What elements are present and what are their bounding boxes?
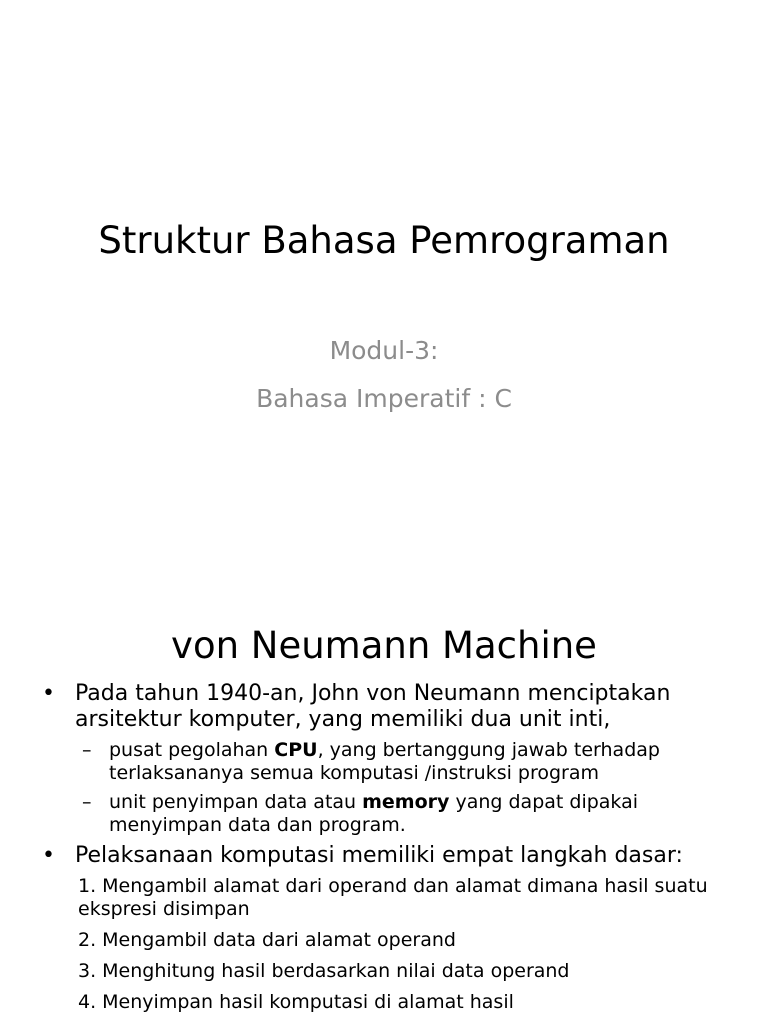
sub-bullet-text-pre: unit penyimpan data atau xyxy=(109,791,363,813)
sub-bullet-item xyxy=(42,739,742,785)
slide-heading: von Neumann Machine xyxy=(171,624,597,667)
bullet-text: Pelaksanaan komputasi memiliki empat langkah dasar: xyxy=(75,843,683,868)
sub-bullet-text-pre: pusat pegolahan xyxy=(109,739,275,761)
subtitle-language: Bahasa Imperatif : C xyxy=(256,384,512,413)
bullet-item xyxy=(42,681,742,733)
step-item: 2. Mengambil data dari alamat operand xyxy=(78,929,456,951)
sub-bullet-text-post: yang dapat dipakai menyimpan data dan program. xyxy=(109,791,639,836)
sub-bullet-text-post: , yang bertanggung jawab terhadap terlaksananya semua komputasi /instruksi program xyxy=(109,739,660,784)
sub-bullet-text-bold: CPU xyxy=(274,739,318,761)
dash-marker: – xyxy=(82,739,92,761)
slide-body xyxy=(42,681,742,1022)
step-item: 3. Menghitung hasil berdasarkan nilai data operand xyxy=(78,960,570,982)
bullet-marker: • xyxy=(42,681,55,706)
slide-von-neumann xyxy=(0,576,768,1024)
sub-bullet-text-bold: memory xyxy=(362,791,450,813)
dash-marker: – xyxy=(82,791,92,813)
presentation-title: Struktur Bahasa Pemrograman xyxy=(98,219,670,262)
subtitle-module: Modul-3: xyxy=(329,336,439,365)
sub-bullet-item xyxy=(42,791,742,837)
bullet-marker: • xyxy=(42,843,55,868)
step-item: 1. Mengambil alamat dari operand dan alamat dimana hasil suatu ekspresi disimpan xyxy=(78,875,708,920)
bullet-text: Pada tahun 1940-an, John von Neumann menciptakan arsitektur komputer, yang memiliki dua unit inti, xyxy=(75,681,671,732)
step-item: 4. Menyimpan hasil komputasi di alamat hasil xyxy=(78,991,514,1013)
bullet-item xyxy=(42,843,742,869)
